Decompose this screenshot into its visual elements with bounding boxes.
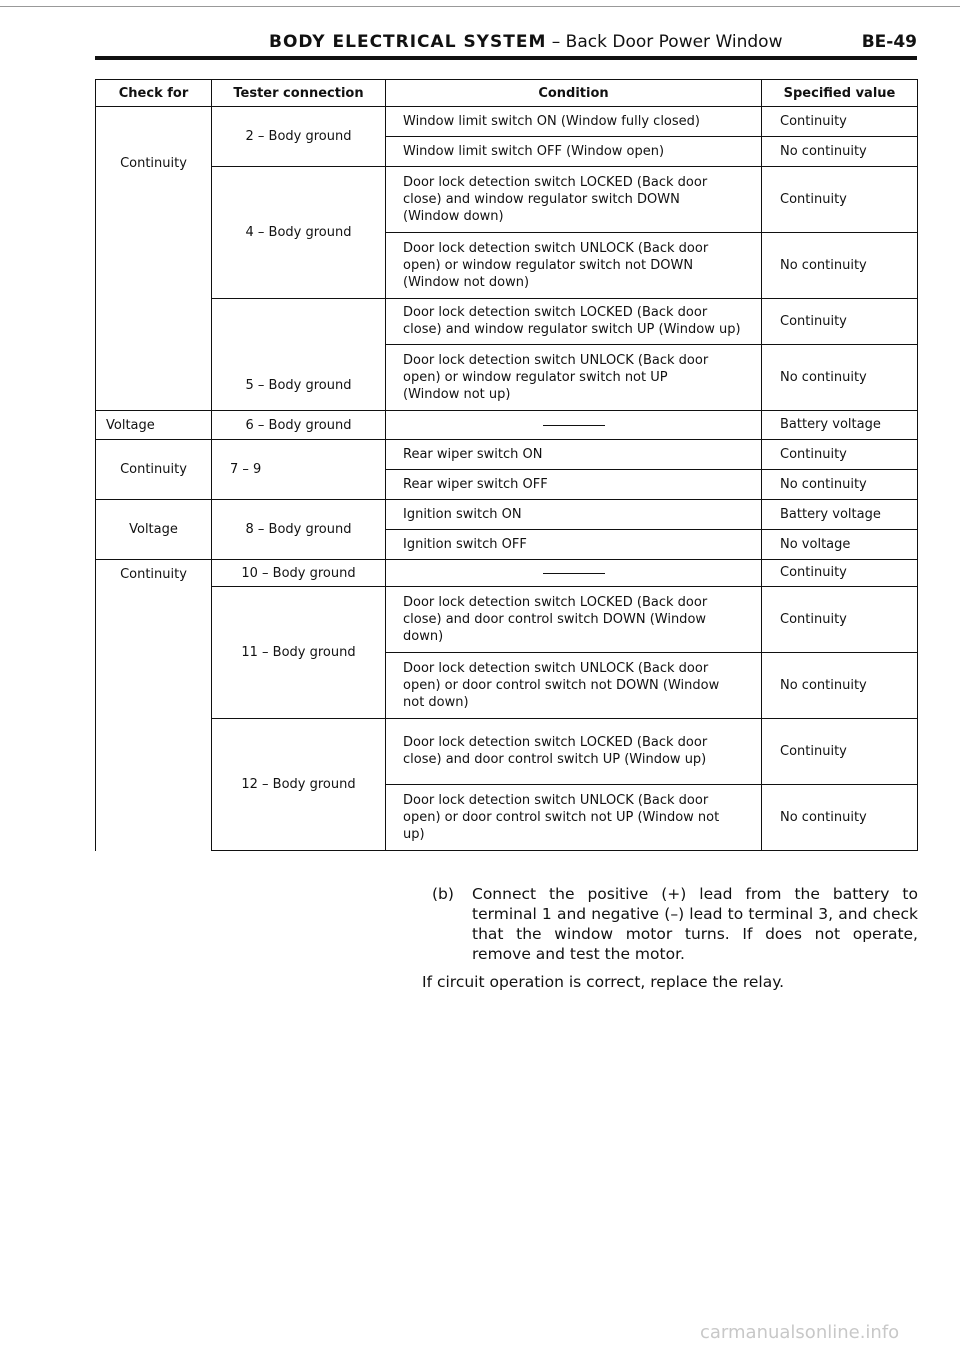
table-header-row [96, 80, 918, 107]
tester-cell: 2 – Body ground [212, 107, 386, 167]
value-cell: Battery voltage [762, 411, 918, 440]
value-cell: Battery voltage [762, 500, 918, 530]
value-cell: No continuity [762, 137, 918, 167]
value-cell: No voltage [762, 530, 918, 560]
condition-cell: Door lock detection switch LOCKED (Back door close) and door control switch DOWN (Window down) [386, 587, 762, 653]
tester-cell: 8 – Body ground [212, 500, 386, 560]
col-check-for: Check for [96, 80, 212, 107]
col-specified-value: Specified value [762, 80, 918, 107]
condition-cell: Rear wiper switch ON [386, 440, 762, 470]
table-row [96, 167, 918, 233]
table-row [96, 719, 918, 785]
check-for-cell: Voltage [96, 500, 212, 560]
value-cell: No continuity [762, 785, 918, 851]
procedure-step [432, 884, 918, 964]
value-cell: Continuity [762, 587, 918, 653]
condition-cell: Door lock detection switch UNLOCK (Back door open) or door control switch not DOWN (Window not down) [386, 653, 762, 719]
value-cell: Continuity [762, 560, 918, 587]
tester-cell: 11 – Body ground [212, 587, 386, 719]
page-header [95, 30, 917, 60]
step-text: Connect the positive (+) lead from the battery to terminal 1 and negative (–) lead to terminal 3, and check that the window motor turns. If does not operate, remove and test the motor. [472, 885, 918, 963]
check-for-cell: Continuity [96, 440, 212, 500]
top-rule [0, 6, 960, 7]
condition-cell: Rear wiper switch OFF [386, 470, 762, 500]
value-cell: Continuity [762, 719, 918, 785]
tester-cell: 5 – Body ground [212, 299, 386, 411]
table-row [96, 440, 918, 470]
table-row [96, 107, 918, 137]
condition-cell: Window limit switch OFF (Window open) [386, 137, 762, 167]
condition-cell: Door lock detection switch UNLOCK (Back door open) or window regulator switch not UP (Window not up) [386, 345, 762, 411]
col-condition: Condition [386, 80, 762, 107]
table-row [96, 299, 918, 345]
dash-mark [543, 573, 605, 574]
condition-cell: Ignition switch OFF [386, 530, 762, 560]
condition-cell-empty [386, 411, 762, 440]
check-for-cell: Continuity [96, 560, 212, 851]
table-row [96, 560, 918, 587]
col-tester-connection: Tester connection [212, 80, 386, 107]
procedure-text [422, 884, 918, 992]
condition-cell: Window limit switch ON (Window fully closed) [386, 107, 762, 137]
subsection-title: – Back Door Power Window [551, 32, 783, 52]
check-for-cell: Voltage [96, 411, 212, 440]
value-cell: No continuity [762, 470, 918, 500]
condition-cell: Ignition switch ON [386, 500, 762, 530]
tester-cell: 7 – 9 [212, 440, 386, 500]
value-cell: No continuity [762, 653, 918, 719]
check-for-cell: Continuity [96, 107, 212, 411]
page-number: BE-49 [861, 32, 917, 52]
tester-cell: 12 – Body ground [212, 719, 386, 851]
tester-cell: 10 – Body ground [212, 560, 386, 587]
condition-cell: Door lock detection switch LOCKED (Back door close) and door control switch UP (Window up) [386, 719, 762, 785]
condition-cell: Door lock detection switch UNLOCK (Back door open) or window regulator switch not DOWN (Window not down) [386, 233, 762, 299]
dash-mark [543, 425, 605, 426]
table-row [96, 500, 918, 530]
value-cell: Continuity [762, 440, 918, 470]
page-title [269, 32, 782, 52]
condition-cell: Door lock detection switch UNLOCK (Back door open) or door control switch not UP (Window not up) [386, 785, 762, 851]
tester-cell: 4 – Body ground [212, 167, 386, 299]
step-label: (b) [432, 885, 454, 903]
value-cell: Continuity [762, 107, 918, 137]
value-cell: Continuity [762, 299, 918, 345]
tester-cell: 6 – Body ground [212, 411, 386, 440]
condition-cell-empty [386, 560, 762, 587]
condition-cell: Door lock detection switch LOCKED (Back door close) and window regulator switch UP (Window up) [386, 299, 762, 345]
condition-cell: Door lock detection switch LOCKED (Back door close) and window regulator switch DOWN (Window down) [386, 167, 762, 233]
watermark: carmanualsonline.info [700, 1322, 900, 1343]
procedure-note: If circuit operation is correct, replace the relay. [422, 973, 785, 991]
value-cell: No continuity [762, 233, 918, 299]
table-row [96, 587, 918, 653]
value-cell: No continuity [762, 345, 918, 411]
section-title: BODY ELECTRICAL SYSTEM [269, 32, 547, 52]
inspection-table [95, 79, 918, 851]
value-cell: Continuity [762, 167, 918, 233]
table-row [96, 411, 918, 440]
